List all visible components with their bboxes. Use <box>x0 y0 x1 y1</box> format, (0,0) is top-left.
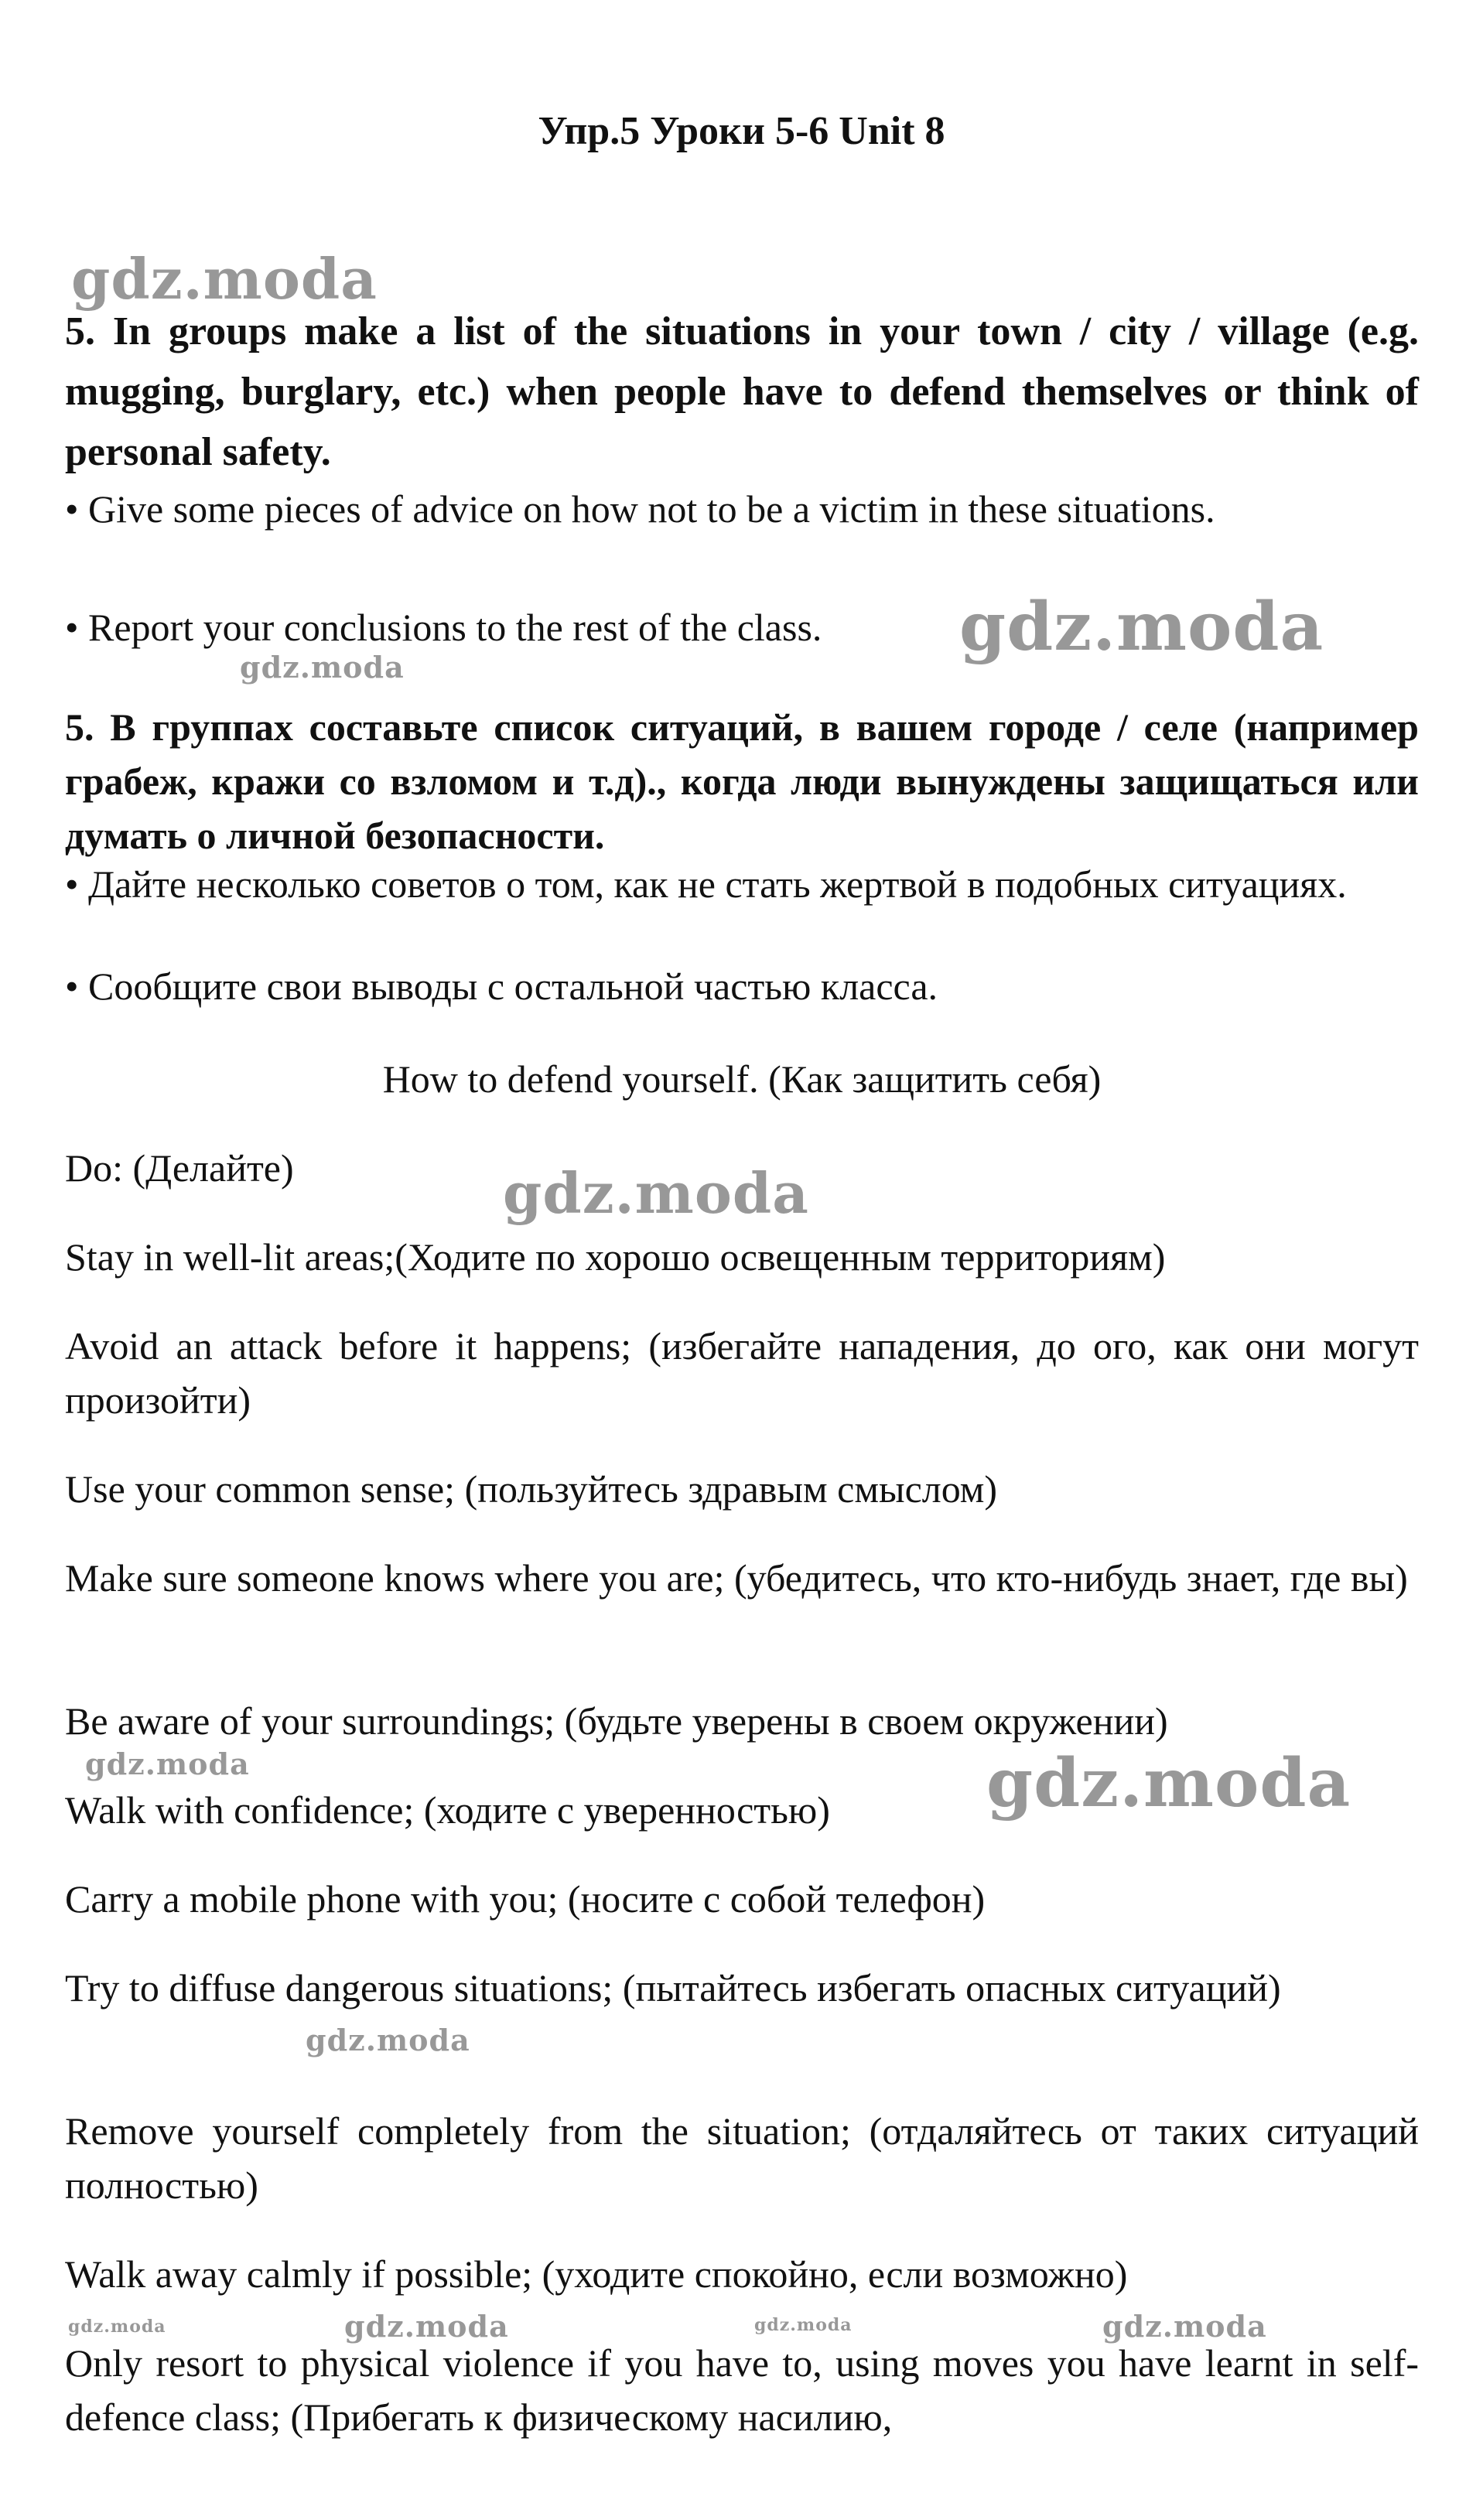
list-item: Carry a mobile phone with you; (носите с собой телефон) <box>65 1877 986 1921</box>
section-title: How to defend yourself. (Как защитить себя) <box>382 1057 1102 1101</box>
watermark: gdz.moda <box>71 246 378 312</box>
list-item: Use your common sense; (пользуйтесь здравым смыслом) <box>65 1467 998 1511</box>
watermark: gdz.moda <box>306 2023 470 2057</box>
task-ru-bullet-2: • Сообщите свои выводы с остальной частью класса. <box>65 965 938 1008</box>
list-item: Be aware of your surroundings; (будьте уверены в своем окружении) <box>65 1699 1168 1743</box>
watermark: gdz.moda <box>85 1747 250 1781</box>
watermark: gdz.moda <box>240 650 405 685</box>
list-item: Stay in well-lit areas;(Ходите по хорошо освещенным территориям) <box>65 1235 1166 1279</box>
watermark: gdz.moda <box>959 588 1324 666</box>
list-item: Walk away calmly if possible; (уходите спокойно, если возможно) <box>65 2252 1128 2296</box>
task-en-heading: 5. In groups make a list of the situations in your town / city / village (e.g. mugging, burglary, etc.) when people have to defend themselves or think of personal safety. <box>65 309 1419 474</box>
task-en-bullet-2: • Report your conclusions to the rest of the class. <box>65 606 822 649</box>
list-item: Avoid an attack before it happens; (избегайте нападения, до ого, как они могут произойти) <box>65 1324 1419 1422</box>
task-en-bullet-1: • Give some pieces of advice on how not to be a victim in these situations. <box>65 487 1215 531</box>
watermark: gdz.moda <box>754 2315 853 2335</box>
page-title: Упр.5 Уроки 5-6 Unit 8 <box>538 109 945 153</box>
watermark: gdz.moda <box>1102 2309 1267 2344</box>
task-ru-bullet-1: • Дайте несколько советов о том, как не стать жертвой в подобных ситуациях. <box>65 862 1347 906</box>
list-item: Only resort to physical violence if you have to, using moves you have learnt in self-defence class; (Прибегать к физическому насилию, <box>65 2341 1419 2439</box>
watermark: gdz.moda <box>986 1744 1351 1822</box>
list-item: Make sure someone knows where you are; (убедитесь, что кто-нибудь знает, где вы) <box>65 1556 1408 1600</box>
watermark: gdz.moda <box>344 2309 509 2344</box>
list-item: Walk with confidence; (ходите с уверенностью) <box>65 1788 830 1832</box>
do-label: Do: (Делайте) <box>65 1146 294 1190</box>
task-ru-heading: 5. В группах составьте список ситуаций, в вашем городе / селе (например грабеж, кражи со взломом и т.д)., когда люди вынуждены защищаться или думать о личной безопасности. <box>65 705 1419 857</box>
watermark: gdz.moda <box>503 1160 809 1226</box>
list-item: Try to diffuse dangerous situations; (пытайтесь избегать опасных ситуаций) <box>65 1966 1281 2010</box>
watermark: gdz.moda <box>68 2317 166 2337</box>
list-item: Remove yourself completely from the situation; (отдаляйтесь от таких ситуаций полностью) <box>65 2109 1419 2207</box>
